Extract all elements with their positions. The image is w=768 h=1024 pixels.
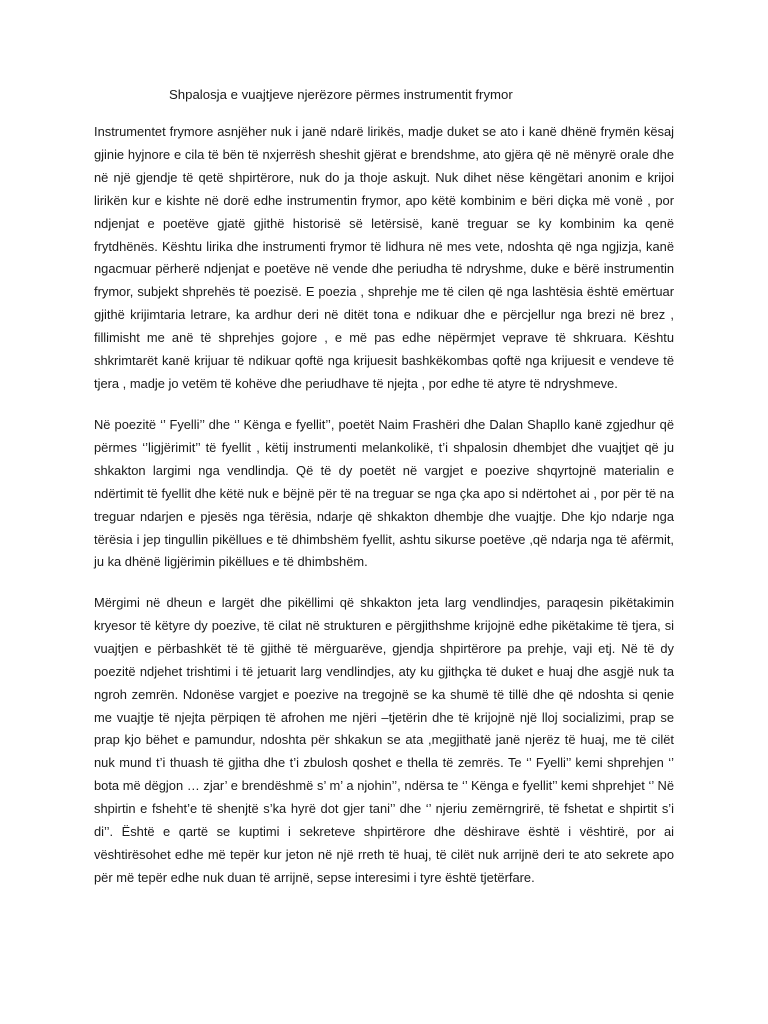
- document-title: Shpalosja e vuajtjeve njerëzore përmes instrumentit frymor: [169, 87, 513, 102]
- paragraph-3: Mërgimi në dheun e largët dhe pikëllimi që shkakton jeta larg vendlindjes, paraqesin pikëtakimin kryesor të këtyre dy poezive, të cilat në strukturen e përgjithshme krijojnë edhe pikëtakime të tjera, si vuajtjen e përbashkët të të gjithë të mërguarëve, gjendja shpirtërore pa prehje, vaji etj. Në të dy poezitë ndjehet trishtimi i të jetuarit larg vendlindjes, aty ku gjithçka të duket e huaj dhe asgjë nuk ta ngroh zemrën. Ndonëse vargjet e poezive na tregojnë se ka shumë të tillë dhe që ndoshta si qenie me vuajtje të njejta përpiqen të afrohen me njëri –tjetërin dhe të krijojnë një lloj socializimi, prap se prap kjo bëhet e pamundur, ndoshta për shkakun se ata ,megjithatë janë njerëz të huaj, me të cilët nuk mund t’i thuash të gjitha dhe t’i zbulosh qoshet e thella të zemrës. Te ‘’ Fyelli’’ kemi shprehjen ‘’ bota më dëgjon … zjar’ e brendëshmë s’ m’ a njohin’’, ndërsa te ‘’ Kënga e fyellit’’ kemi shprehjet ‘’ Në shpirtin e fsheht’e të shenjtë s’ka hyrë dot gjer tani’’ dhe ‘’ njeriu zemërngrirë, të fshetat e shpirtit s’i di’’. Është e qartë se kuptimi i sekreteve shpirtërore dhe dëshirave është i vështirë, por ai vështirësohet edhe më tepër kur jeton në një rreth të huaj, të cilët nuk arrijnë deri te ato sekrete apo për më tepër edhe nuk duan të arrijnë, sepse interesimi i tyre është tjetërfare.: [94, 595, 674, 885]
- paragraph-2: Në poezitë ‘’ Fyelli’’ dhe ‘’ Kënga e fyellit’’, poetët Naim Frashëri dhe Dalan Shapllo kanë zgjedhur që përmes ‘’ligjërimit’’ të fyellit , këtij instrumenti melankolikë, t’i shpalosin dhembjet dhe vuajtjet që ju shkakton largimi nga vendlindja. Që të dy poetët në vargjet e poezive shqyrtojnë materialin e ndërtimit të fyellit dhe këtë nuk e bëjnë për të na treguar se nga çka apo si ndërtohet ai , por për të na treguar ndarjen e pjesës nga tërësia, ndarje që shkakton dhembje dhe vuajtje. Dhe kjo ndarje nga tërësia i jep tingullin pikëllues e të dhimbshëm fyellit, ashtu sikurse poetëve ,që ndarja nga të afërmit, ju ka dhënë ligjërimin pikëllues e të dhimbshëm.: [94, 417, 674, 570]
- paragraph-1: Instrumentet frymore asnjëher nuk i janë ndarë lirikës, madje duket se ato i kanë dhënë frymën kësaj gjinie hyjnore e cila të bën të nxjerrësh sheshit gjërat e brendshme, ato gjëra që në mënyrë orale dhe në një gjendje të qetë shpirtërore, nuk do ja thoje askujt. Nuk dihet nëse këngëtari anonim e krijoi lirikën kur e kishte në dorë edhe instrumentin frymor, apo këtë kombinim e bëri diçka më vonë , por ndjenjat e poetëve gjatë gjithë historisë së letërsisë, kanë treguar se ky kombinim ka qenë frytdhënës. Kështu lirika dhe instrumenti frymor të lidhura në mes vete, ndoshta që nga ngjizja, kanë ngacmuar përherë ndjenjat e poetëve në vende dhe periudha të ndryshme, duke e bërë instrumentin frymor, subjekt shprehës të poezisë. E poezia , shprehje me të cilen që nga lashtësia është emërtuar gjithë krijimtaria letrare, ka ardhur deri në ditët tona e ndikuar dhe e përcjellur nga brezi në brez , fillimisht me anë të shprehjes gojore , e më pas edhe nëpërmjet veprave të shkruara. Kështu shkrimtarët kanë krijuar të ndikuar qoftë nga krijuesit bashkëkombas qoftë nga krijuesit e vendeve të tjera , madje jo vetëm të kohëve dhe periudhave të njejta , por edhe të atyre të ndryshmeve.: [94, 124, 674, 391]
